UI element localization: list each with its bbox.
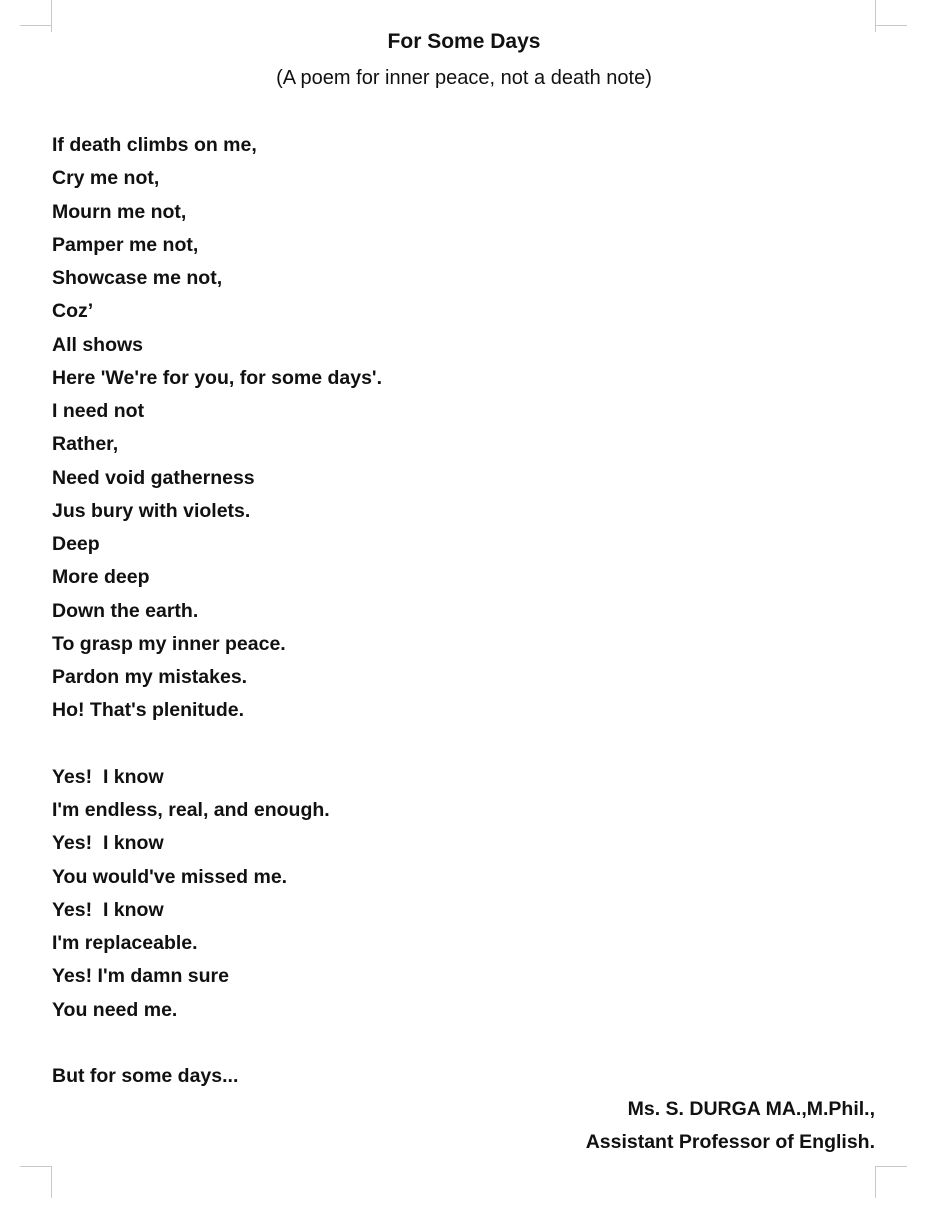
poem-line: Need void gatherness	[52, 466, 255, 489]
author-name: Ms. S. DURGA MA.,M.Phil.,	[627, 1098, 875, 1120]
poem-line: I need not	[52, 400, 145, 422]
crop-mark-top-left-v	[51, 0, 52, 32]
crop-mark-top-right-v	[875, 0, 876, 32]
poem-body	[52, 131, 812, 1095]
poem-line: If death climbs on me,	[52, 134, 257, 156]
crop-mark-bottom-right-h	[875, 1166, 907, 1167]
author-designation: Assistant Professor of English.	[585, 1131, 875, 1153]
poem-line: But for some days...	[52, 1065, 239, 1087]
poem-subtitle: (A poem for inner peace, not a death note)	[276, 67, 652, 89]
poem-line: You would've missed me.	[52, 865, 288, 888]
crop-mark-bottom-right-v	[875, 1166, 876, 1198]
poem-line: Pamper me not,	[52, 233, 199, 256]
stanza-break	[52, 1029, 812, 1062]
poem-line: Jus bury with violets.	[52, 499, 251, 522]
poem-line: I'm endless, real, and enough.	[52, 799, 330, 821]
poem-line: Rather,	[52, 433, 119, 456]
poem-line: All shows	[52, 333, 144, 356]
poem-line: Yes! I'm damn sure	[52, 965, 229, 988]
crop-mark-top-left-h	[20, 25, 52, 26]
crop-mark-top-right-h	[875, 25, 907, 26]
crop-mark-bottom-left-h	[20, 1166, 52, 1167]
poem-line: I'm replaceable.	[52, 932, 198, 954]
poem-line: More deep	[52, 566, 150, 589]
stanza-break	[52, 730, 812, 763]
poem-line: Pardon my mistakes.	[52, 666, 248, 688]
poem-line: Yes! I know	[52, 765, 164, 788]
poem-title: For Some Days	[387, 30, 541, 53]
poem-line: Yes! I know	[52, 898, 164, 921]
poem-line: Down the earth.	[52, 599, 199, 622]
signature-block	[586, 1095, 875, 1161]
poem-line: Coz’	[52, 300, 94, 323]
poem-line: Here 'We're for you, for some days'.	[52, 366, 382, 389]
poem-line: Yes! I know	[52, 832, 164, 855]
poem-line: Mourn me not,	[52, 200, 187, 223]
poem-line: To grasp my inner peace.	[52, 632, 286, 655]
poem-line: Showcase me not,	[52, 267, 223, 289]
crop-mark-bottom-left-v	[51, 1166, 52, 1198]
poem-line: Deep	[52, 533, 100, 555]
poem-line: Cry me not,	[52, 167, 160, 190]
poem-line: Ho! That's plenitude.	[52, 699, 245, 722]
poem-line: You need me.	[52, 998, 178, 1021]
